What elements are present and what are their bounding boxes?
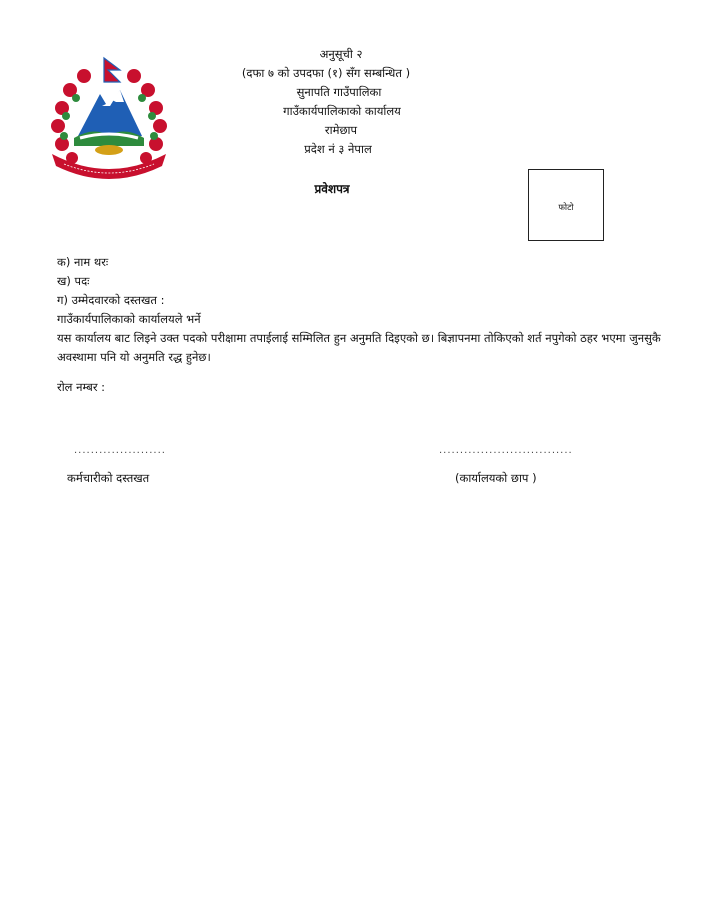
photo-label: फोटो: [558, 203, 574, 213]
field-name: क) नाम थरः: [57, 255, 109, 269]
schedule-label: अनुसूची २: [319, 47, 363, 61]
district-name: रामेछाप: [324, 123, 358, 137]
section-reference: (दफा ७ को उपदफा (१) सँग सम्बन्धित ): [241, 66, 411, 80]
field-post: ख) पदः: [57, 274, 90, 288]
roll-number-label: रोल नम्बर :: [57, 380, 106, 394]
municipality-name: सुनापति गाउँपालिका: [296, 85, 382, 99]
office-stamp-label: (कार्यालयको छाप ): [455, 471, 537, 485]
nepal-emblem: [44, 56, 174, 180]
employee-signature-label: कर्मचारीको दस्तखत: [67, 471, 150, 485]
field-candidate-signature: ग) उम्मेदवारको दस्तखत :: [57, 293, 165, 307]
office-fill-note: गाउँकार्यपालिकाको कार्यालयले भर्ने: [57, 312, 201, 326]
province-name: प्रदेश नं ३ नेपाल: [304, 142, 372, 156]
office-stamp-line: ................................: [439, 445, 573, 456]
permission-text: यस कार्यालय बाट लिइने उक्त पदको परीक्षामा तपाईलाई सम्मिलित हुन अनुमति दिइएको छ। बिज्ञापनमा तोकिएको शर्त नपुगेको ठहर भएमा जुनसुकै अवस्थामा पनि यो अनुमति रद्ध हुनेछ।: [57, 331, 661, 364]
photo-box: [528, 169, 604, 241]
employee-signature-line: ......................: [74, 445, 166, 456]
document-title: प्रवेशपत्र: [314, 182, 350, 196]
office-name: गाउँकार्यपालिकाको कार्यालय: [283, 104, 401, 118]
